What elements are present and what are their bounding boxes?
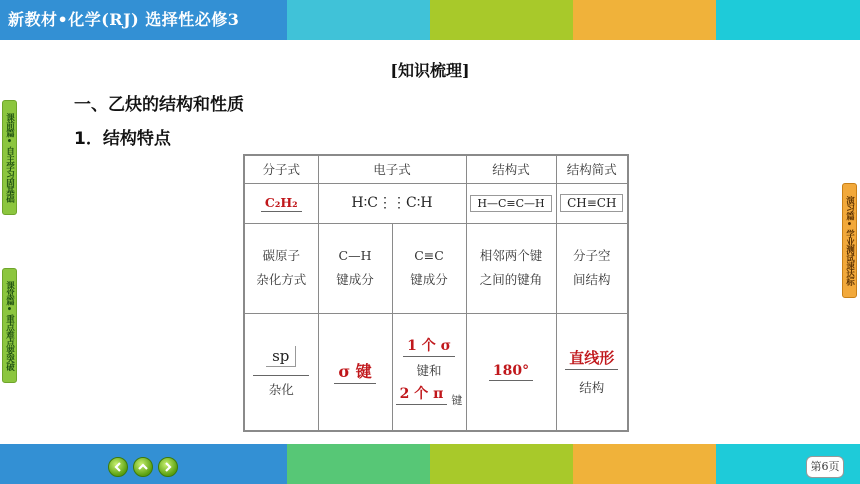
cell-text: 键成分 bbox=[336, 272, 374, 287]
footer-segment bbox=[287, 444, 430, 484]
table-cell bbox=[318, 223, 392, 313]
table-cell bbox=[556, 313, 628, 431]
footer-segment bbox=[573, 444, 716, 484]
hybrid-answer: sp bbox=[266, 346, 296, 367]
course-title: 新教材•化学(RJ) 选择性必修3 bbox=[8, 10, 240, 29]
electron-formula-cell bbox=[318, 183, 466, 223]
structure-table bbox=[243, 154, 629, 432]
table-cell bbox=[392, 313, 466, 431]
header-segment bbox=[430, 0, 573, 40]
section-label: [知识梳理] bbox=[390, 61, 470, 80]
tab-practice-test[interactable]: 演习篇•学业测试速达标 bbox=[842, 183, 857, 298]
ch-bond-answer: σ 键 bbox=[334, 359, 375, 384]
cell-text: 间结构 bbox=[572, 272, 611, 287]
cc-sigma-answer: 1 个 σ bbox=[403, 335, 455, 357]
cell-text: 之间的键角 bbox=[479, 272, 543, 287]
home-button[interactable] bbox=[133, 457, 153, 477]
cell-text: 杂化方式 bbox=[256, 272, 307, 287]
structural-formula: H—C≡C—H bbox=[470, 195, 551, 212]
cell-text: 键成分 bbox=[410, 272, 448, 287]
subsection-heading: 1．结构特点 bbox=[74, 129, 171, 149]
header-cell: 结构式 bbox=[466, 155, 556, 183]
header-segment bbox=[573, 0, 716, 40]
next-slide-button[interactable] bbox=[158, 457, 178, 477]
cell-text: 键 bbox=[451, 394, 463, 408]
table-cell bbox=[244, 313, 318, 431]
simplified-formula-cell bbox=[556, 183, 628, 223]
cell-text: C—H bbox=[338, 248, 372, 263]
cell-text: 杂化 bbox=[253, 375, 309, 398]
header-cell: 电子式 bbox=[318, 155, 466, 183]
footer-segment bbox=[430, 444, 573, 484]
structural-formula-cell bbox=[466, 183, 556, 223]
chevron-right-icon bbox=[162, 461, 174, 473]
header-cell: 结构简式 bbox=[556, 155, 628, 183]
table-cell bbox=[556, 223, 628, 313]
table-row bbox=[244, 183, 628, 223]
simplified-formula: CH≡CH bbox=[560, 194, 623, 212]
cell-text: 键和 bbox=[416, 363, 442, 379]
header-segment bbox=[287, 0, 430, 40]
footer-bar bbox=[0, 444, 860, 484]
table-cell bbox=[466, 223, 556, 313]
tab-preview-study[interactable]: 课前篇•自主学习固基础 bbox=[2, 100, 17, 215]
bond-angle-answer: 180° bbox=[489, 363, 533, 381]
header-cell: 分子式 bbox=[244, 155, 318, 183]
prev-slide-button[interactable] bbox=[108, 457, 128, 477]
section-heading: 一、乙炔的结构和性质 bbox=[74, 95, 244, 115]
cell-text: 分子空 bbox=[572, 248, 611, 263]
cell-text: 结构 bbox=[579, 380, 605, 396]
molecular-formula: C₂H₂ bbox=[261, 195, 302, 212]
header-segment bbox=[716, 0, 860, 40]
table-row bbox=[244, 155, 628, 183]
table-cell bbox=[244, 223, 318, 313]
chevron-up-icon bbox=[137, 461, 149, 473]
cell-text: 碳原子 bbox=[262, 248, 300, 263]
chevron-left-icon bbox=[112, 461, 124, 473]
electron-formula: H∶C⋮⋮C∶H bbox=[351, 195, 433, 211]
table-cell bbox=[392, 223, 466, 313]
cell-text: C≡C bbox=[414, 248, 444, 263]
shape-answer: 直线形 bbox=[565, 347, 618, 370]
table-cell bbox=[318, 313, 392, 431]
page-indicator: 第6页 bbox=[806, 456, 844, 478]
table-row bbox=[244, 223, 628, 313]
cell-text: 相邻两个键 bbox=[479, 248, 543, 263]
molecular-formula-cell bbox=[244, 183, 318, 223]
tab-classroom-focus[interactable]: 课堂篇•重点难点要突破 bbox=[2, 268, 17, 383]
table-row bbox=[244, 313, 628, 431]
cc-pi-answer: 2 个 π bbox=[396, 383, 448, 405]
table-cell bbox=[466, 313, 556, 431]
